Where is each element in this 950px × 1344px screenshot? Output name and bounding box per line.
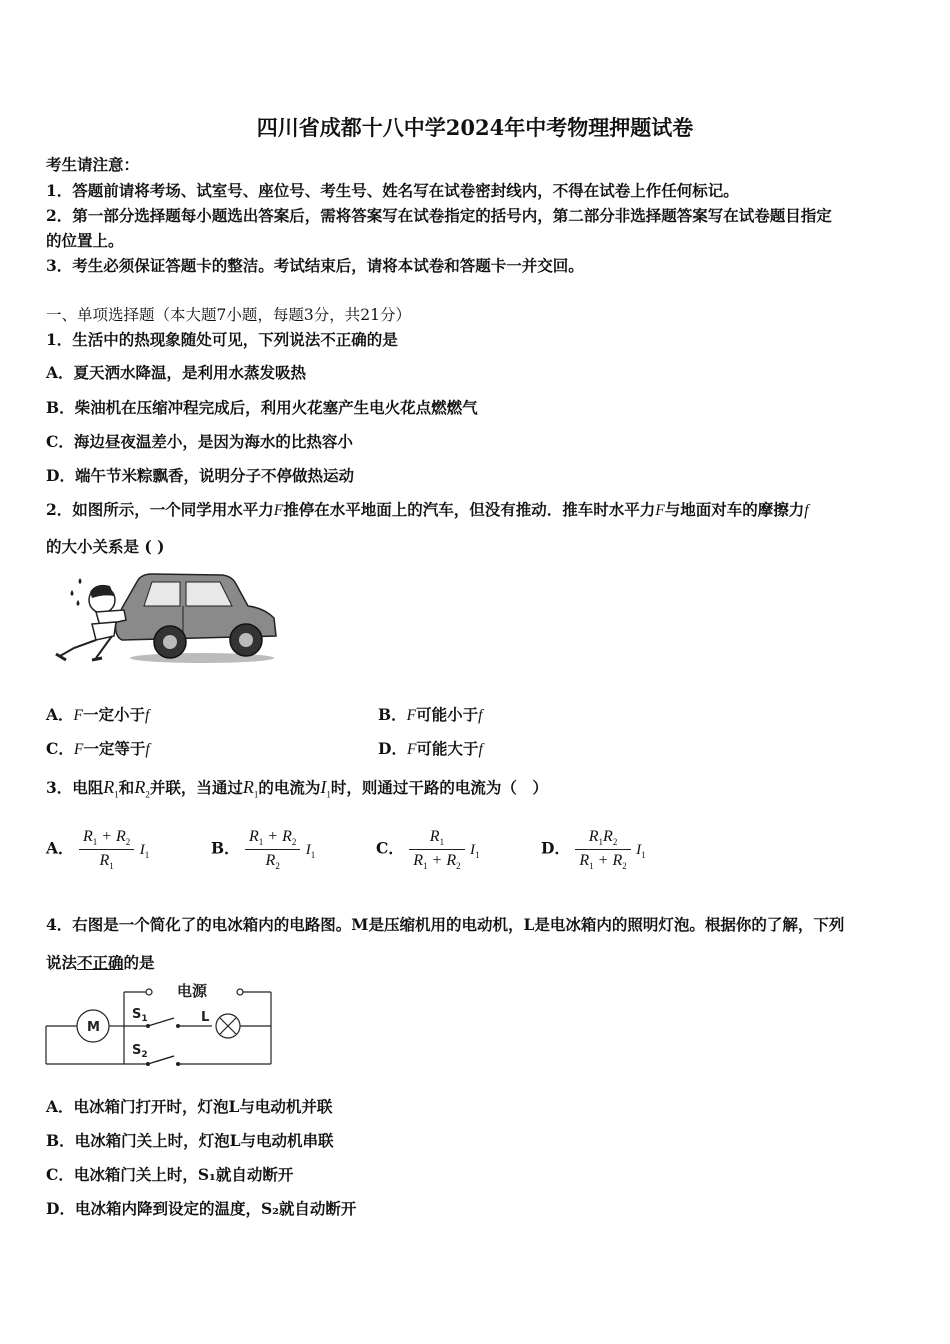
var-I1: $I_1$ (305, 841, 316, 860)
option-label: D． (378, 739, 407, 758)
var-I1: $I_1$ (139, 841, 150, 860)
var-f: f (145, 707, 150, 724)
var-F: F (655, 502, 665, 519)
var-I1: $I_1$ (470, 841, 480, 860)
var-F: F (406, 707, 417, 724)
var-R1: $R_1$ (242, 777, 259, 800)
option-label: A． (46, 838, 74, 858)
q3-option-b (211, 828, 315, 871)
switch-s1-label: $S_1$ (132, 1007, 148, 1024)
q2-stem-part-c: 与地面对车的摩擦力 (664, 500, 805, 519)
q1-option-b: B．柴油机在压缩冲程完成后，利用火花塞产生电火花点燃燃气 (46, 398, 478, 417)
q3-option-d (541, 828, 646, 871)
q4-option-d: D．电冰箱内降到设定的温度，S₂就自动断开 (46, 1199, 357, 1218)
terminal-left (146, 989, 152, 995)
var-R1: $R_1$ (103, 777, 119, 800)
q2-stem-cont: 的大小关系是 ( ) (46, 537, 165, 556)
q4-option-b: B．电冰箱门关上时，灯泡L与电动机串联 (46, 1131, 334, 1150)
option-label: C． (376, 838, 404, 858)
page-title: 四川省成都十八中学2024年中考物理押题试卷 (256, 115, 694, 140)
var-f: f (478, 707, 483, 724)
q3-stem-part: 的电流为 (258, 778, 321, 797)
var-F: F (406, 741, 417, 758)
q4-stem-cont (46, 951, 155, 973)
q3-option-a (46, 828, 149, 871)
q3-stem-part: 和 (118, 778, 135, 797)
power-label: 电源 (177, 982, 208, 1000)
formula-c: $\frac{R_1}{R_1 + R_2}$ (409, 828, 464, 871)
formula-d: $\frac{R_1R_2}{R_1 + R_2}$ (575, 828, 630, 871)
notice-item-3: 3．考生必须保证答题卡的整洁。考试结束后，请将本试卷和答题卡一并交回。 (46, 256, 584, 275)
notice-item-1: 1．答题前请将考场、试室号、座位号、考生号、姓名写在试卷密封线内，不得在试卷上作任何标记。 (46, 181, 739, 200)
option-text: 一定等于 (83, 739, 146, 758)
q1-option-c: C．海边昼夜温差小，是因为海水的比热容小 (46, 432, 353, 451)
q3-stem (46, 776, 548, 800)
var-f: f (478, 741, 483, 758)
option-label: C． (46, 739, 74, 758)
option-text: 一定小于 (83, 705, 146, 724)
q4-stem-part: 说法 (46, 953, 78, 972)
lamp-label: L (201, 1010, 210, 1025)
q2-option-c (46, 737, 150, 759)
option-label: B． (211, 838, 240, 858)
q2-stem-part-b: 推停在水平地面上的汽车，但没有推动．推车时水平力 (283, 500, 656, 519)
formula-b: $\frac{R_1 + R_2}{R_2}$ (245, 828, 300, 871)
option-label: A． (46, 705, 74, 724)
var-R2: $R_2$ (134, 777, 150, 800)
q4-option-a: A．电冰箱门打开时，灯泡L与电动机并联 (46, 1097, 333, 1116)
var-I1: $I_1$ (320, 777, 331, 800)
switch-s1-blade (148, 1018, 174, 1026)
notice-item-2-cont: 的位置上。 (46, 231, 124, 250)
q1-stem: 1．生活中的热现象随处可见，下列说法不正确的是 (46, 330, 398, 349)
switch-s2-label: $S_2$ (132, 1043, 148, 1060)
q4-stem-underlined: 不正确 (77, 953, 124, 972)
q4-stem: 4．右图是一个简化了的电冰箱内的电路图。M是压缩机用的电动机，L是电冰箱内的照明灯泡。根据你的了解，下列 (46, 915, 845, 934)
section-heading: 一、单项选择题（本大题7小题，每题3分，共21分） (46, 306, 411, 324)
var-F: F (73, 707, 83, 724)
notice-item-2: 2．第一部分选择题每小题选出答案后，需将答案写在试卷指定的括号内，第二部分非选择题答案写在试卷题目指定 (46, 206, 832, 225)
var-F: F (273, 502, 284, 519)
var-f: f (145, 741, 150, 758)
terminal-right (237, 989, 243, 995)
q2-option-d (378, 737, 483, 759)
option-text: 可能大于 (416, 739, 479, 758)
var-f: f (804, 502, 809, 519)
q2-stem-part-a: 2．如图所示，一个同学用水平力 (46, 500, 274, 519)
q2-option-b (378, 703, 482, 725)
q2-option-a (46, 703, 149, 725)
q3-stem-part: 并联，当通过 (149, 778, 243, 797)
notice-heading: 考生请注意： (46, 155, 140, 174)
var-F: F (73, 741, 84, 758)
option-label: B． (378, 705, 407, 724)
car-push-illustration (52, 570, 280, 670)
q1-option-a: A．夏天洒水降温，是利用水蒸发吸热 (46, 363, 307, 382)
q2-stem (46, 498, 809, 520)
var-I1: $I_1$ (636, 841, 646, 860)
circuit-diagram (40, 980, 280, 1072)
q4-stem-part: 的是 (123, 953, 155, 972)
q4-option-c: C．电冰箱门关上时，S₁就自动断开 (46, 1165, 294, 1184)
q3-option-c (376, 828, 480, 871)
motor-label: M (87, 1020, 100, 1035)
option-text: 可能小于 (416, 705, 479, 724)
q3-stem-part: 3．电阻 (46, 778, 104, 797)
option-label: D． (541, 838, 570, 858)
formula-a: $\frac{R_1 + R_2}{R_1}$ (79, 828, 134, 871)
q3-stem-part: 时，则通过干路的电流为（ ） (330, 778, 548, 797)
q1-option-d: D．端午节米粽飘香，说明分子不停做热运动 (46, 466, 354, 485)
